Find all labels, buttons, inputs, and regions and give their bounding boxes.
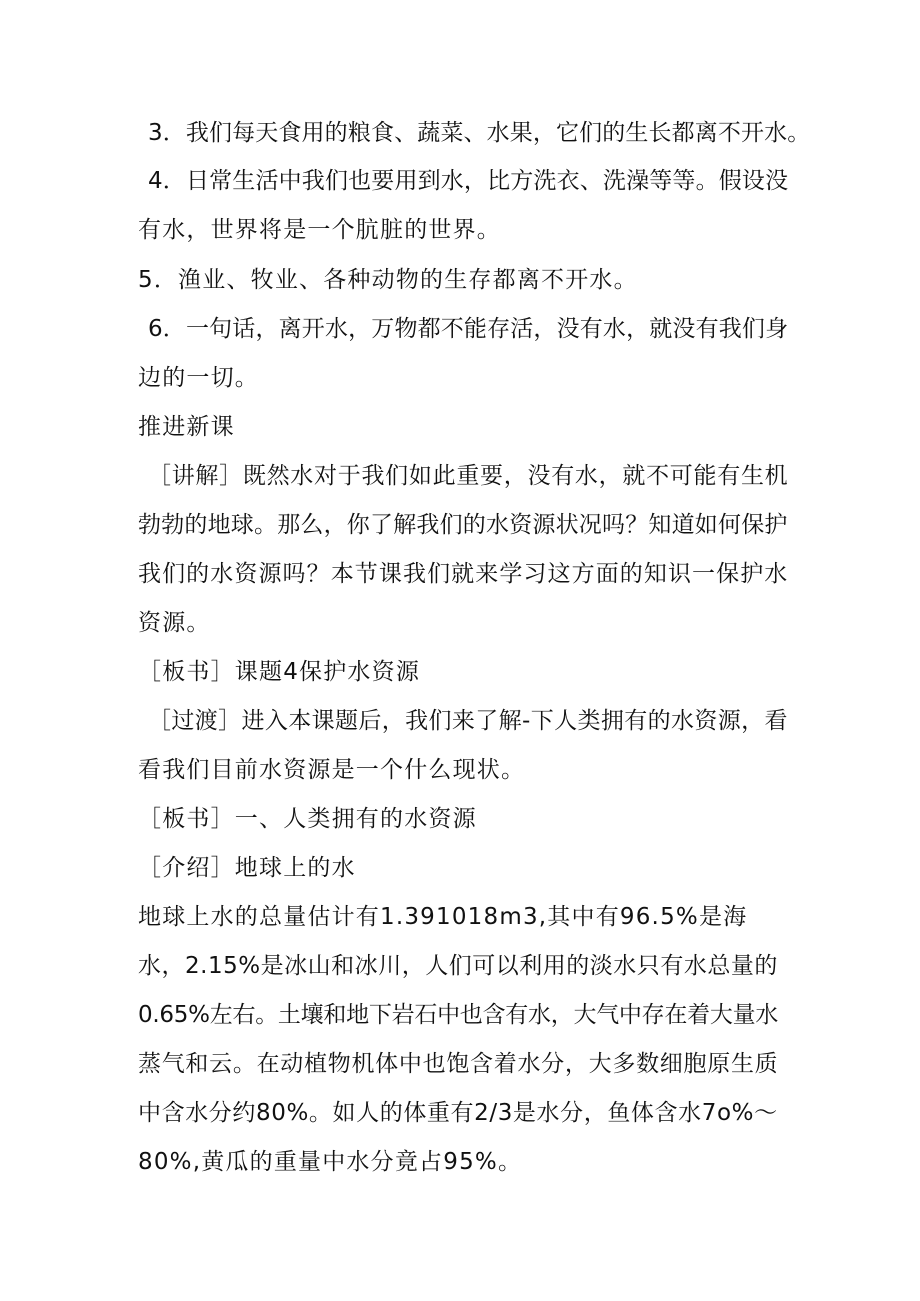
explanation-line-1: ［讲解］既然水对于我们如此重要，没有水，就不可能有生机 [148,463,789,489]
water-total-line-5: 中含水分约80%。如人的体重有2/3是水分，鱼体含水7o%〜 [138,1100,778,1126]
text-line-item-6: 6．一句话，离开水，万物都不能存活，没有水，就没有我们身 [148,316,789,342]
water-total-line-4: 蒸气和云。在动植物机体中也饱含着水分，大多数细胞原生质 [138,1051,779,1077]
text-line-item-5: 5．渔业、牧业、各种动物的生存都离不开水。 [138,267,638,293]
section-heading: 推进新课 [138,414,235,440]
explanation-line-2: 勃勃的地球。那么，你了解我们的水资源状况吗？知道如何保护 [138,512,788,538]
blackboard-subtitle-line: ［板书］一、人类拥有的水资源 [138,806,477,832]
introduction-line: ［介绍］地球上的水 [138,855,356,881]
water-total-line-3: 0.65%左右。土壤和地下岩石中也含有水，大气中存在着大量水 [138,1002,779,1028]
water-total-line-6: 80%,黄瓜的重量中水分竟占95%。 [138,1149,523,1175]
text-line-item-4-cont: 有水，世界将是一个肮脏的世界。 [138,217,501,243]
water-total-line-2: 水，2.15%是冰山和冰川，人们可以利用的淡水只有水总量的 [138,953,778,979]
explanation-line-4: 资源。 [138,610,211,636]
text-line-item-3: 3．我们每天食用的粮食、蔬菜、水果，它们的生长都离不开水。 [148,120,811,146]
text-line-item-6-cont: 边的一切。 [138,365,259,391]
explanation-line-3: 我们的水资源吗？本节课我们就来学习这方面的知识一保护水 [138,561,789,587]
transition-line-1: ［过渡］进入本课题后，我们来了解-下人类拥有的水资源，看 [148,708,788,734]
blackboard-title-line: ［板书］课题4保护水资源 [138,659,421,685]
transition-line-2: 看我们目前水资源是一个什么现状。 [138,757,526,783]
text-line-item-4: 4．日常生活中我们也要用到水，比方洗衣、洗澡等等。假设没 [148,168,789,194]
water-total-line-1: 地球上水的总量估计有1.391018m3,其中有96.5%是海 [138,904,748,930]
